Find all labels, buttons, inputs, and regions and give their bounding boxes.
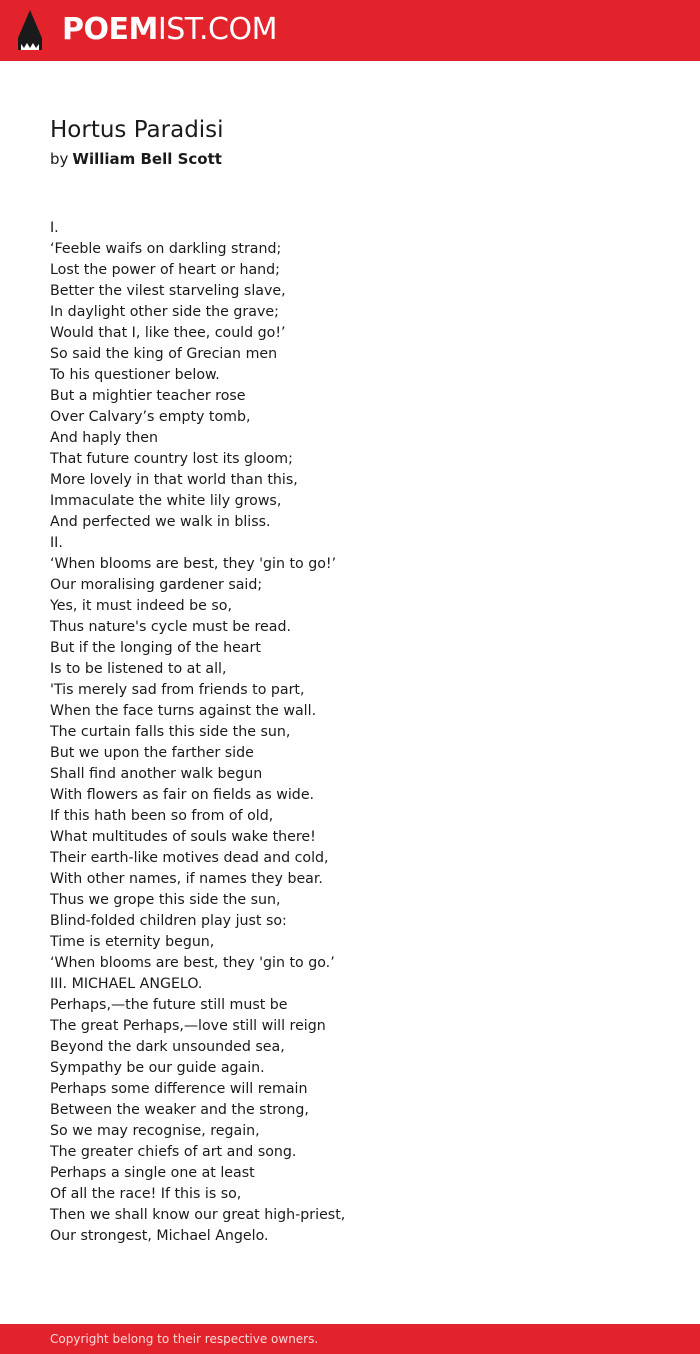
poem-line: ‘Feeble waifs on darkling strand; — [50, 241, 282, 257]
poem-line: Perhaps a single one at least — [50, 1165, 255, 1181]
poem-line: Lost the power of heart or hand; — [50, 262, 280, 278]
poem-line: Between the weaker and the strong, — [50, 1102, 309, 1118]
poem-line: So we may recognise, regain, — [50, 1123, 260, 1139]
poem-line: Sympathy be our guide again. — [50, 1060, 265, 1076]
site-footer — [0, 1324, 700, 1354]
poem-line: ‘When blooms are best, they 'gin to go!’ — [50, 556, 337, 572]
poem-line: Shall find another walk begun — [50, 766, 263, 782]
poem-line: But a mightier teacher rose — [50, 388, 246, 404]
poem-line: Better the vilest starveling slave, — [50, 283, 286, 299]
poem-line: That future country lost its gloom; — [50, 451, 293, 467]
poem-line: Over Calvary’s empty tomb, — [50, 409, 251, 425]
poem-line: Our strongest, Michael Angelo. — [50, 1228, 269, 1244]
poem-line: II. — [50, 535, 63, 551]
poem-line: And perfected we walk in bliss. — [50, 514, 271, 530]
site-logo[interactable] — [62, 12, 277, 48]
poem-line: III. MICHAEL ANGELO. — [50, 976, 203, 992]
copyright-text: Copyright belong to their respective owners. — [50, 1332, 319, 1346]
poem-line: I. — [50, 220, 59, 236]
poem-line: So said the king of Grecian men — [50, 346, 278, 362]
poem-line: The great Perhaps,—love still will reign — [50, 1018, 326, 1034]
poem-line: Immaculate the white lily grows, — [50, 493, 282, 509]
poem-line: More lovely in that world than this, — [50, 472, 298, 488]
poem-line: Their earth-like motives dead and cold, — [50, 850, 329, 866]
poem-line: And haply then — [50, 430, 159, 446]
poem-line: What multitudes of souls wake there! — [50, 829, 316, 845]
poem-line: But if the longing of the heart — [50, 640, 261, 656]
byline — [50, 148, 222, 170]
site-header — [0, 0, 700, 61]
poem-line: Yes, it must indeed be so, — [50, 598, 232, 614]
poem-line: With flowers as fair on fields as wide. — [50, 787, 315, 803]
poem-line: Thus we grope this side the sun, — [50, 892, 281, 908]
poem-body — [50, 218, 650, 1247]
poem-line: When the face turns against the wall. — [50, 703, 317, 719]
poem-line: 'Tis merely sad from friends to part, — [50, 682, 305, 698]
poem-line: The curtain falls this side the sun, — [50, 724, 291, 740]
poem-line: Time is eternity begun, — [50, 934, 215, 950]
poem-line: Our moralising gardener said; — [50, 577, 263, 593]
by-label: by — [50, 150, 69, 168]
poem-line: To his questioner below. — [50, 367, 220, 383]
poem-line: Of all the race! If this is so, — [50, 1186, 242, 1202]
poem-line: If this hath been so from of old, — [50, 808, 274, 824]
poem-line: Beyond the dark unsounded sea, — [50, 1039, 285, 1055]
poem-line: Is to be listened to at all, — [50, 661, 227, 677]
poem-line: With other names, if names they bear. — [50, 871, 323, 887]
poem-title: Hortus Paradisi — [50, 117, 224, 143]
author-name[interactable]: William Bell Scott — [72, 150, 222, 168]
poem-line: Would that I, like thee, could go!’ — [50, 325, 286, 341]
poem-line: But we upon the farther side — [50, 745, 254, 761]
poem-line: Thus nature's cycle must be read. — [50, 619, 291, 635]
poem-line: Then we shall know our great high-priest, — [50, 1207, 346, 1223]
poem-line: In daylight other side the grave; — [50, 304, 279, 320]
poem-line: Blind-folded children play just so: — [50, 913, 287, 929]
poem-line: ‘When blooms are best, they 'gin to go.’ — [50, 955, 335, 971]
poem-line: Perhaps,—the future still must be — [50, 997, 288, 1013]
poem-line: Perhaps some difference will remain — [50, 1081, 308, 1097]
brand-bold: POEM — [62, 12, 158, 47]
poem-line: The greater chiefs of art and song. — [50, 1144, 297, 1160]
brand-light: IST.COM — [157, 12, 277, 47]
pencil-tip-icon[interactable] — [18, 10, 42, 50]
